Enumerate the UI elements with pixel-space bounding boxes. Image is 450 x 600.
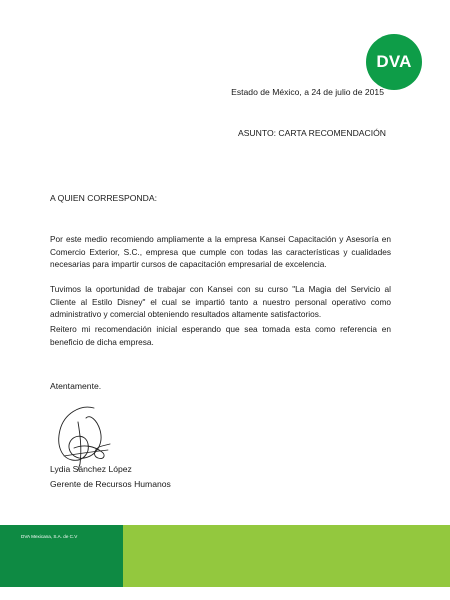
body-paragraph-3: Reitero mi recomendación inicial esperando que sea tomada esta como referencia en beneficio de dicha empresa. <box>50 324 391 347</box>
footer-band <box>0 525 450 587</box>
dva-logo: DVA <box>366 34 422 90</box>
letter-subject: ASUNTO: CARTA RECOMENDACIÓN <box>237 128 386 138</box>
body-paragraph-2: Tuvimos la oportunidad de trabajar con Kansei con su curso "La Magia del Servicio al Cliente al Estilo Disney" el cual se impartió tanto a nuestro personal operativo como administrativo y comercial obteniendo resultados altamente satisfactorios. <box>50 284 391 320</box>
letter-salutation: A QUIEN CORRESPONDA: <box>50 193 157 203</box>
footer-company-name: DVA Mexicana, S.A. de C.V <box>21 534 78 539</box>
footer-dark-band <box>0 525 123 587</box>
signer-title: Gerente de Recursos Humanos <box>50 479 171 489</box>
body-paragraph-1: Por este medio recomiendo ampliamente a la empresa Kansei Capacitación y Asesoría en Comercio Exterior, S.C., empresa que cumple con todas las características y cualidades necesarias para impartir cursos de capacitación empresarial de excelencia. <box>50 234 391 270</box>
letter-closing: Atentamente. <box>50 381 102 391</box>
letter-date: Estado de México, a 24 de julio de 2015 <box>231 87 384 97</box>
signer-name: Lydia Sánchez López <box>50 464 132 474</box>
footer-light-band <box>123 525 450 587</box>
